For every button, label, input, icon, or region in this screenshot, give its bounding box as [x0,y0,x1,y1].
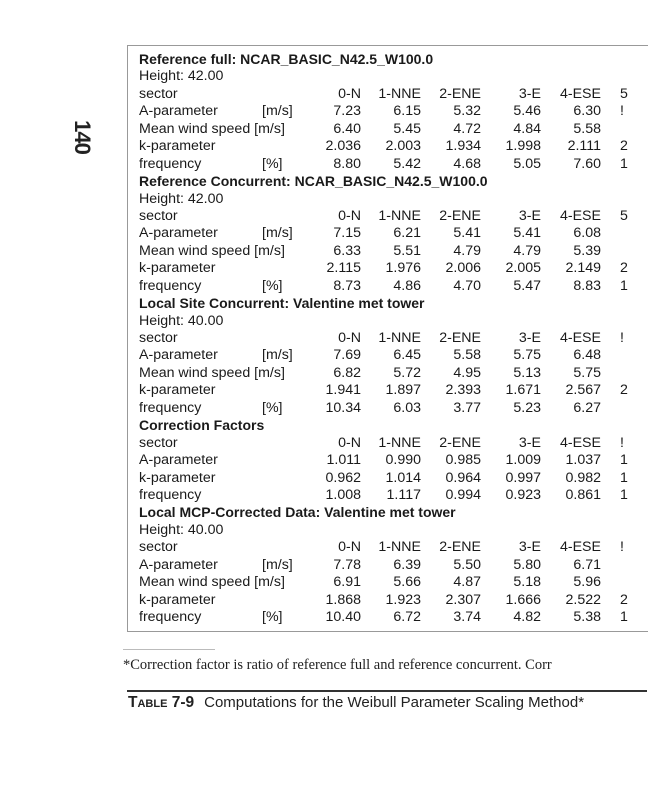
row-label: sector [139,85,178,102]
table-cell: 0.994 [445,486,481,503]
table-cell: 2.115 [326,260,361,277]
table-cell: 1 [620,486,628,503]
table-cell: 5.38 [573,609,601,625]
table-cell: 7.78 [333,556,361,573]
table-cell: 1.998 [505,138,541,155]
table-cell: 6.71 [573,556,601,573]
row-label: k-parameter [139,591,216,608]
table-cell: 4.68 [453,155,481,172]
table-cell: 4-ESE [559,85,601,102]
table-cell: 2.036 [325,138,361,155]
table-cell: 5.66 [393,574,421,591]
section-title: Local Site Concurrent: Valentine met tower [139,295,425,312]
table-row [139,574,659,591]
row-label: A-parameter [139,556,218,573]
table-cell: 5.45 [393,120,421,137]
table-cell: 4-ESE [559,434,601,451]
footnote: *Correction factor is ratio of reference full and reference concurrent. Corr [123,657,552,673]
table-cell: 5.39 [573,242,601,259]
row-label: A-parameter [139,452,218,469]
table-cell: 2.393 [445,382,481,399]
row-label: Mean wind speed [m/s] [139,120,285,137]
row-label: frequency [139,155,202,172]
row-label: frequency [139,486,202,503]
table-row [139,156,659,173]
row-label: frequency [139,399,202,416]
table-cell: 2.005 [505,260,541,277]
row-label: sector [139,330,178,346]
table-cell: 2.149 [565,260,601,277]
table-cell: 0.923 [505,486,541,503]
table-row [139,208,659,225]
table-cell: 0.990 [385,452,421,469]
table-cell: 6.39 [393,556,421,573]
table-cell: 5.42 [393,155,421,172]
table-cell: 3.74 [453,609,481,625]
table-cell: 7.15 [333,225,361,242]
table-cell: 5.96 [573,574,601,591]
table-row [139,382,659,399]
table-cell: ! [620,434,624,451]
section-title: Reference Concurrent: NCAR_BASIC_N42.5_W100.0 [139,173,488,190]
table-cell: 1.671 [505,382,541,399]
table-cell: 4.70 [453,277,481,294]
table-cell: 1-NNE [378,539,421,556]
row-label: frequency [139,609,202,625]
table-row [139,592,659,609]
table-cell: 1-NNE [378,434,421,451]
table-cell: 1.008 [325,486,361,503]
table-cell: 1.011 [326,452,361,469]
table-cell: 1.868 [325,591,361,608]
table-cell: 0.997 [505,469,541,486]
table-cell: 2.003 [385,138,421,155]
table-cell: 1.037 [565,452,601,469]
table-cell: 5.47 [513,277,541,294]
table-cell: 6.27 [573,399,601,416]
table-cell: 1.014 [385,469,421,486]
table-cell: 4-ESE [559,330,601,346]
table-cell: 1.934 [445,138,481,155]
section-height: Height: 40.00 [139,521,224,538]
table-cell: 1.009 [505,452,541,469]
table-cell: 1-NNE [378,207,421,224]
table-cell: 4-ESE [559,539,601,556]
row-label: sector [139,434,178,451]
table-cell: 5.72 [393,364,421,381]
table-cell: 7.60 [573,155,601,172]
row-label: k-parameter [139,382,216,399]
table-cell: 6.21 [393,225,421,242]
table-cell: 1-NNE [378,85,421,102]
table-cell: 8.83 [573,277,601,294]
table-cell: 2-ENE [439,85,481,102]
table-cell: ! [620,330,624,346]
table-cell: 5.23 [513,399,541,416]
table-row [139,260,659,277]
section-title: Correction Factors [139,417,265,434]
table-cell: 2-ENE [439,207,481,224]
table-cell: 6.03 [393,399,421,416]
table-cell: 8.80 [333,155,361,172]
table-cell: 0-N [338,434,361,451]
table-cell: 2 [620,138,628,155]
table-cell: 0.982 [565,469,601,486]
weibull-table [139,51,659,626]
section-title: Reference full: NCAR_BASIC_N42.5_W100.0 [139,51,434,67]
table-row [139,452,659,469]
table-cell: 2.111 [567,138,601,155]
table-cell: 5.32 [453,103,481,120]
table-cell: 3.77 [453,399,481,416]
table-cell: 0-N [338,330,361,346]
row-label: sector [139,539,178,556]
table-cell: 0-N [338,539,361,556]
table-cell: 3-E [518,207,541,224]
table-row [139,470,659,487]
table-cell: ! [620,539,624,556]
table-cell: 5 [620,207,628,224]
table-cell: 4.86 [393,277,421,294]
table-cell: 5.46 [513,103,541,120]
row-unit: [m/s] [262,225,293,242]
table-cell: 10.34 [325,399,361,416]
table-row [139,539,659,556]
table-cell: 1 [620,277,628,294]
table-cell: 3-E [518,434,541,451]
table-cell: 4-ESE [559,207,601,224]
table-cell: 5.13 [513,364,541,381]
table-cell: 2.307 [445,591,481,608]
table-cell: 4.79 [513,242,541,259]
table-cell: 5.41 [453,225,481,242]
table-cell: 6.33 [333,242,361,259]
table-cell: 1.666 [505,591,541,608]
page-number: 140 [70,120,95,154]
table-cell: 6.82 [333,364,361,381]
table-cell: 6.15 [393,103,421,120]
table-row [139,86,659,103]
table-cell: 7.69 [333,347,361,364]
table-row [139,103,659,120]
table-cell: 7.23 [333,103,361,120]
table-cell: 1-NNE [378,330,421,346]
table-cell: 6.08 [573,225,601,242]
row-unit: [%] [262,277,283,294]
table-cell: 5.51 [393,242,421,259]
row-label: A-parameter [139,225,218,242]
row-label: sector [139,207,178,224]
row-label: k-parameter [139,138,216,155]
table-cell: 5.75 [573,364,601,381]
table-row [139,121,659,138]
table-cell: 4.79 [453,242,481,259]
row-unit: [m/s] [262,103,293,120]
table-cell: 1.941 [325,382,361,399]
table-cell: 1 [620,469,628,486]
table-cell: 5 [620,85,628,102]
table-cell: 6.91 [333,574,361,591]
table-cell: 1 [620,452,628,469]
table-cell: 1 [620,609,628,625]
table-row [139,487,659,504]
table-cell: 3-E [518,330,541,346]
table-row [139,278,659,295]
table-cell: 4.84 [513,120,541,137]
table-cell: 2.522 [565,591,601,608]
caption-text: Computations for the Weibull Parameter Scaling Method* [204,694,585,711]
table-cell: 10.40 [325,609,361,625]
table-cell: 3-E [518,539,541,556]
table-cell: 0.861 [565,486,601,503]
row-label: Mean wind speed [m/s] [139,242,285,259]
row-unit: [%] [262,609,283,625]
table-row [139,225,659,242]
row-label: Mean wind speed [m/s] [139,364,285,381]
table-row [139,609,659,626]
table-cell: 0.964 [445,469,481,486]
table-row [139,138,659,155]
table-caption [128,694,584,712]
table-cell: ! [620,103,624,120]
table-cell: 4.87 [453,574,481,591]
table-cell: 5.75 [513,347,541,364]
table-cell: 2-ENE [439,434,481,451]
table-cell: 0-N [338,85,361,102]
table-cell: 5.50 [453,556,481,573]
row-label: k-parameter [139,469,216,486]
row-label: A-parameter [139,347,218,364]
table-row [139,243,659,260]
table-cell: 2-ENE [439,330,481,346]
table-cell: 6.72 [393,609,421,625]
table-cell: 2.567 [565,382,601,399]
table-cell: 0.985 [445,452,481,469]
table-row [139,365,659,382]
table-cell: 2 [620,591,628,608]
table-cell: 1.923 [385,591,421,608]
section-title: Local MCP-Corrected Data: Valentine met tower [139,504,456,521]
table-row [139,330,659,347]
table-cell: 0.962 [325,469,361,486]
table-cell: 2.006 [445,260,481,277]
table-cell: 4.72 [453,120,481,137]
table-cell: 4.95 [453,364,481,381]
table-row [139,400,659,417]
table-cell: 6.48 [573,347,601,364]
caption-rule [127,690,647,692]
row-unit: [m/s] [262,556,293,573]
table-cell: 6.45 [393,347,421,364]
table-row [139,557,659,574]
footnote-rule [123,649,215,650]
table-cell: 1.117 [386,486,421,503]
row-unit: [m/s] [262,347,293,364]
section-height: Height: 42.00 [139,68,224,85]
row-label: A-parameter [139,103,218,120]
table-cell: 2 [620,260,628,277]
table-cell: 5.58 [453,347,481,364]
table-cell: 5.58 [573,120,601,137]
table-cell: 4.82 [513,609,541,625]
table-cell: 5.05 [513,155,541,172]
table-cell: 8.73 [333,277,361,294]
row-label: k-parameter [139,260,216,277]
row-unit: [%] [262,399,283,416]
row-label: Mean wind speed [m/s] [139,574,285,591]
section-height: Height: 42.00 [139,190,224,207]
table-row [139,435,659,452]
table-cell: 6.30 [573,103,601,120]
table-cell: 6.40 [333,120,361,137]
table-cell: 5.18 [513,574,541,591]
table-cell: 5.80 [513,556,541,573]
table-cell: 0-N [338,207,361,224]
row-label: frequency [139,277,202,294]
table-cell: 2 [620,382,628,399]
table-cell: 5.41 [513,225,541,242]
table-row [139,347,659,364]
table-cell: 1 [620,155,628,172]
table-cell: 1.897 [385,382,421,399]
table-cell: 1.976 [385,260,421,277]
table-cell: 2-ENE [439,539,481,556]
section-height: Height: 40.00 [139,312,224,329]
row-unit: [%] [262,155,283,172]
table-cell: 3-E [518,85,541,102]
caption-label: Table 7-9 [128,694,195,711]
